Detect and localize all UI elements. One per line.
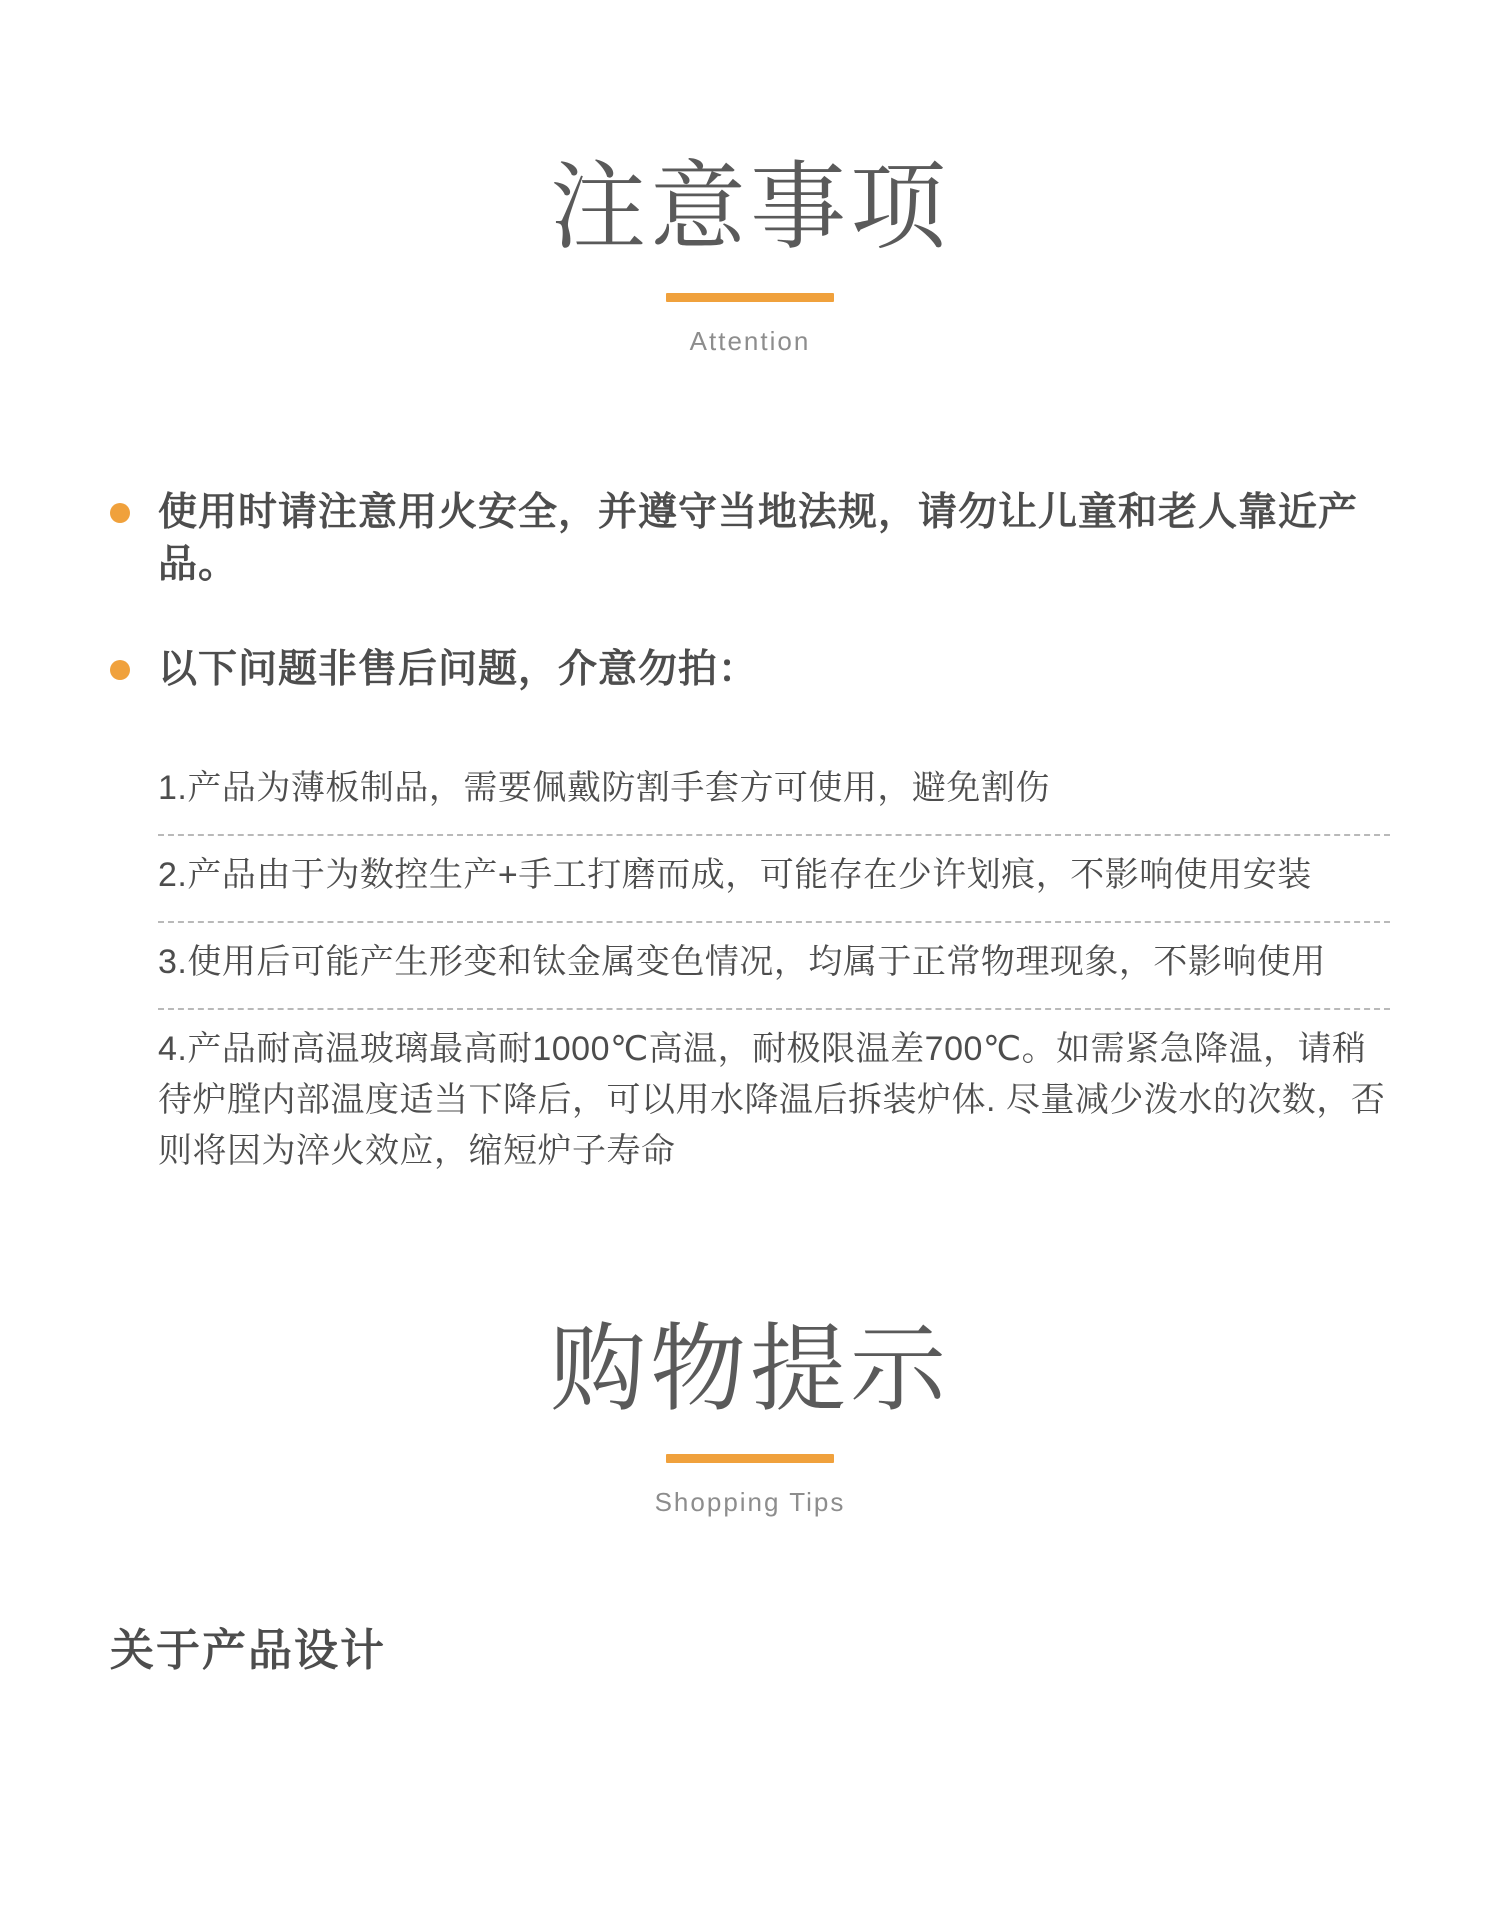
list-item: 2.产品由于为数控生产+手工打磨而成，可能存在少许划痕，不影响使用安装 (158, 836, 1390, 923)
numbered-list (0, 749, 1500, 1197)
section-subtitle: Shopping Tips (654, 1487, 846, 1518)
list-item: 1.产品为薄板制品，需要佩戴防割手套方可使用，避免割伤 (158, 749, 1390, 836)
section-subtitle: Attention (689, 325, 811, 356)
page-title: 注意事项 (550, 154, 950, 261)
list-item: 关于产品设计 (110, 1626, 386, 1676)
list-item (110, 487, 1390, 592)
list-item: 4.产品耐高温玻璃最高耐1000℃高温，耐极限温差700℃。如需紧急降温，请稍待炉膛内部温度适当下降后，可以用水降温后拆装炉体. 尽量减少泼水的次数，否则将因为淬火效应，缩短炉子寿命 (158, 1029, 1386, 1170)
title-underline-rule (666, 1454, 834, 1463)
page-title-secondary: 购物提示 (550, 1315, 950, 1423)
bullet-dot-icon (110, 503, 130, 523)
list-item: 3.使用后可能产生形变和钛金属变色情况，均属于正常物理现象，不影响使用 (158, 923, 1390, 1010)
note-text: 使用时请注意用火安全，并遵守当地法规，请勿让儿童和老人靠近产品。 (158, 490, 1359, 587)
notes-list (0, 487, 1500, 697)
title-underline-rule (666, 293, 834, 302)
note-text: 以下问题非售后问题，介意勿拍： (158, 647, 759, 691)
list-item (110, 644, 1390, 697)
bullet-dot-icon (110, 660, 130, 680)
section-header-shopping-tips (0, 1317, 1500, 1519)
tips-list (0, 1614, 1500, 1678)
section-header-attention (0, 0, 1500, 357)
